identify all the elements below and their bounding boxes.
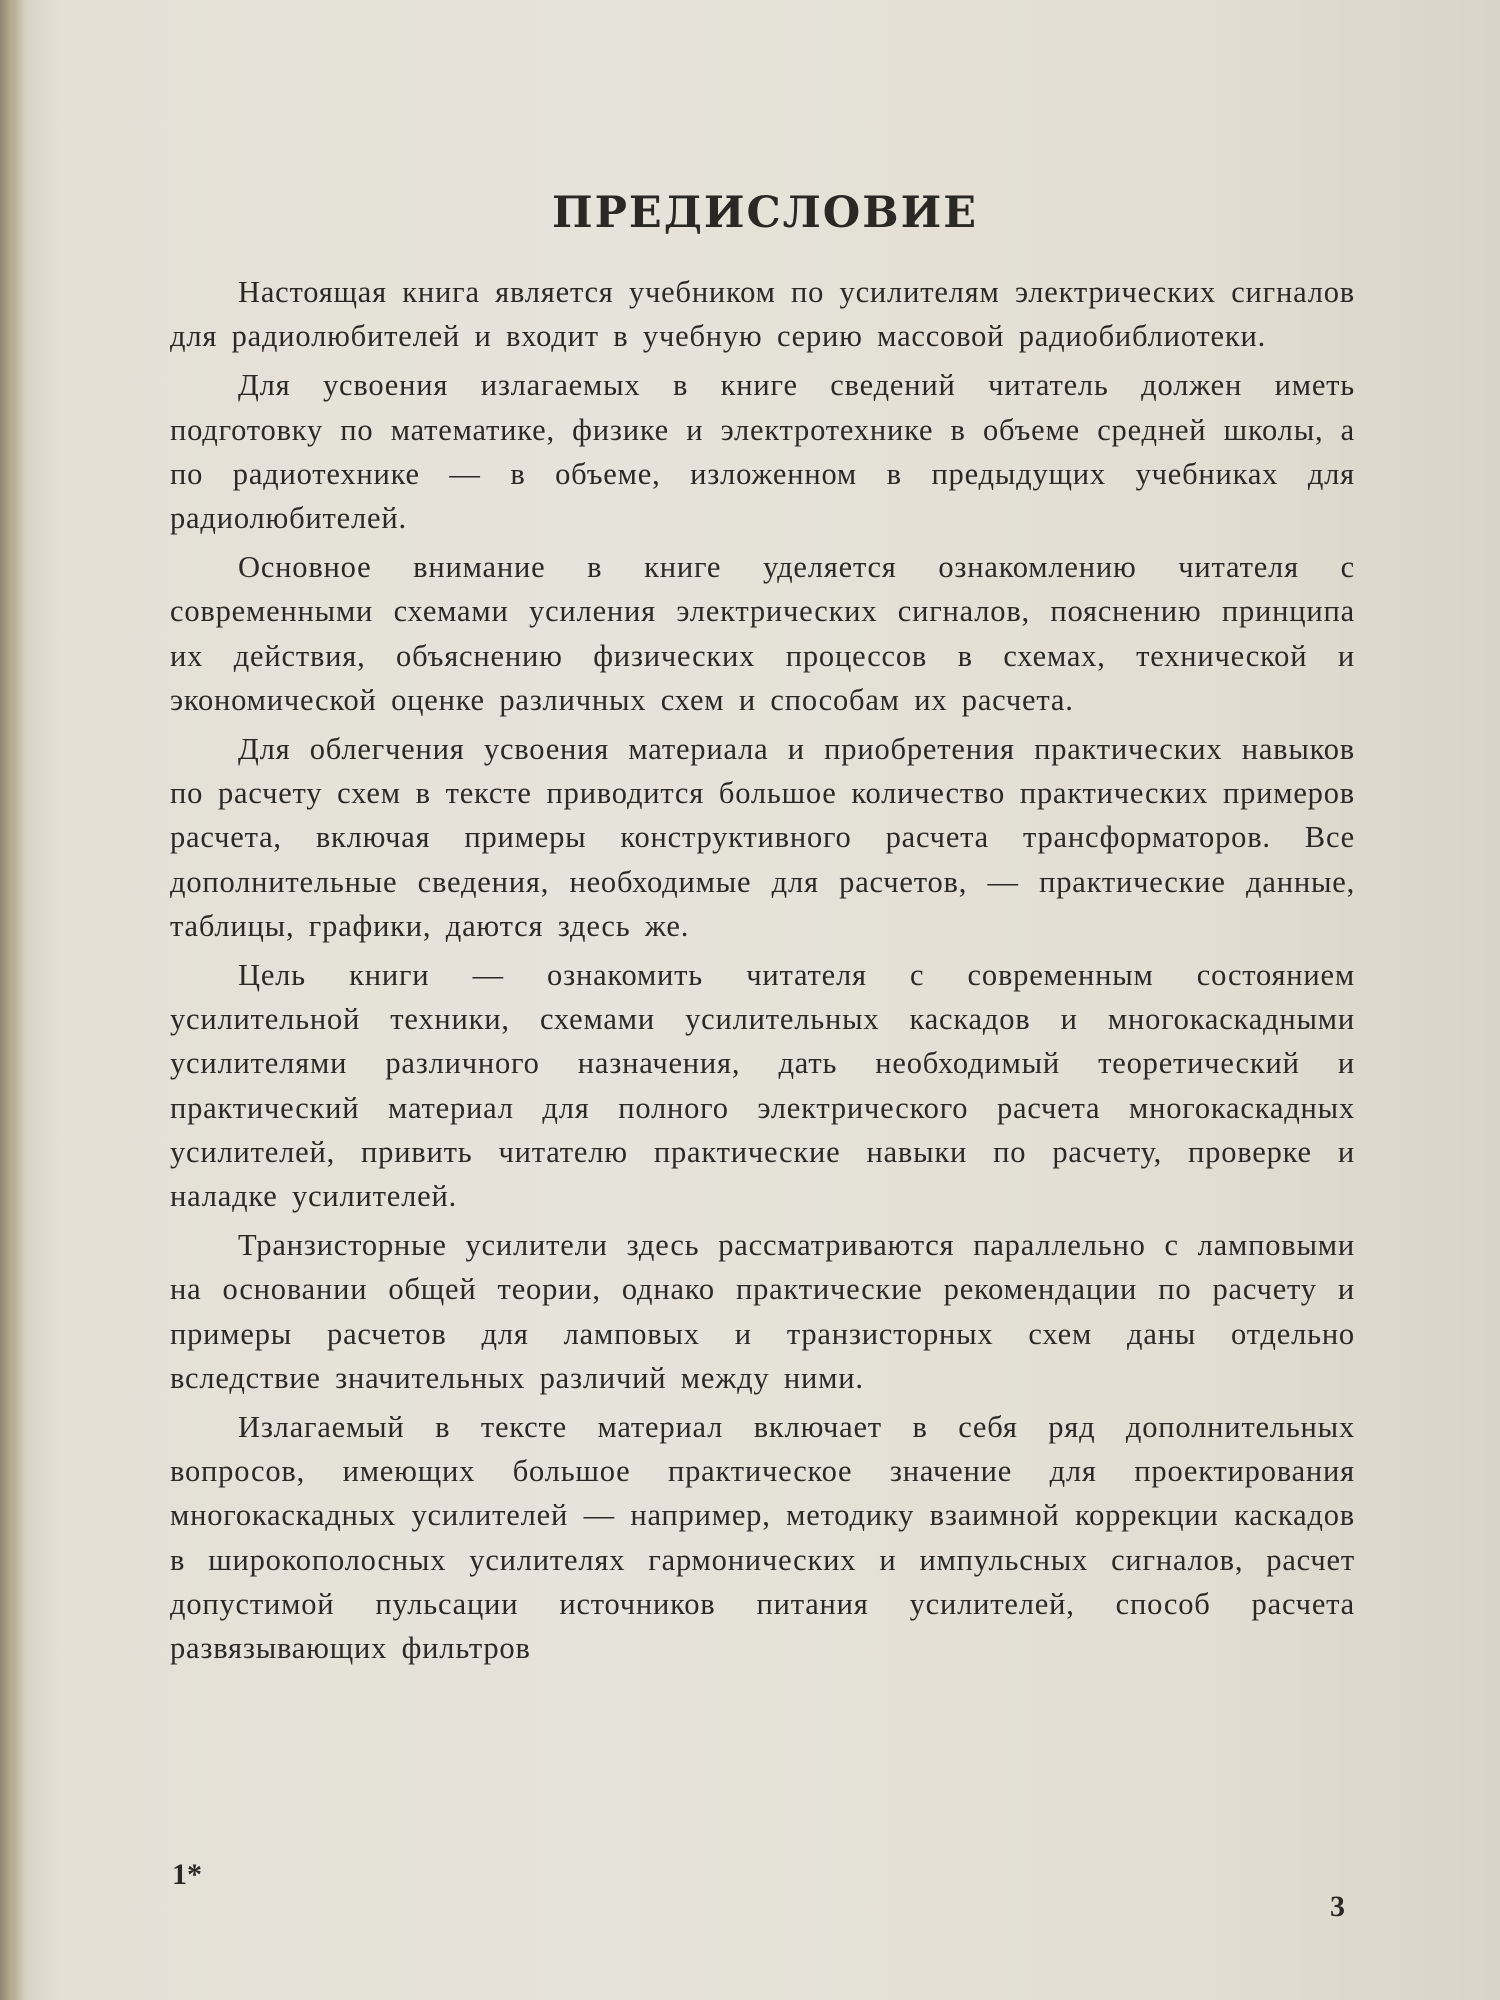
paragraph: Цель книги — ознакомить читателя с современным состоянием усилительной техники, схемами усилительных каскадов и многокаскадными усилителями различного назначения, дать необходимый теоретический и практический материал для полного электрического расчета многокаскадных усилителей, привить читателю практические навыки по расчету, проверке и наладке усилителей. [170,958,1355,1214]
page-heading: ПРЕДИСЛОВИЕ [551,188,979,238]
paragraph: Излагаемый в тексте материал включает в себя ряд дополнительных вопросов, имеющих большое практическое значение для проектирования многокаскадных усилителей — например, методику взаимной коррекции каскадов в широкополосных усилителях гармонических и импульсных сигналов, расчет допустимой пульсации источников питания усилителей, способ расчета развязывающих фильтров [170,1410,1355,1666]
paragraph: Настоящая книга является учебником по усилителям электрических сигналов для радиолюбителей и входит в учебную серию массовой радиобиблиотеки. [170,275,1355,354]
paragraph: Транзисторные усилители здесь рассматриваются параллельно с ламповыми на основании общей теории, однако практические рекомендации по расчету и примеры расчетов для ламповых и транзисторных схем даны отдельно вследствие значительных различий между ними. [170,1228,1355,1395]
paragraph: Для облегчения усвоения материала и приобретения практических навыков по расчету схем в тексте приводится большое количество практических примеров расчета, включая примеры конструктивного расчета трансформаторов. Все дополнительные сведения, необходимые для расчетов, — практические данные, таблицы, графики, даются здесь же. [170,732,1355,943]
page-number: 3 [1330,1890,1345,1923]
paragraph: Для усвоения излагаемых в книге сведений читатель должен иметь подготовку по математике, физике и электротехнике в объеме средней школы, а по радиотехнике — в объеме, изложенном в предыдущих учебниках для радиолюбителей. [170,368,1355,536]
paragraph: Основное внимание в книге уделяется ознакомлению читателя с современными схемами усиления электрических сигналов, пояснению принципа их действия, объяснению физических процессов в схемах, технической и экономической оценке различных схем и способам их расчета. [170,550,1355,717]
book-spine-edge [0,0,26,2000]
signature-mark: 1* [172,1858,202,1891]
body-text [170,270,1355,1675]
